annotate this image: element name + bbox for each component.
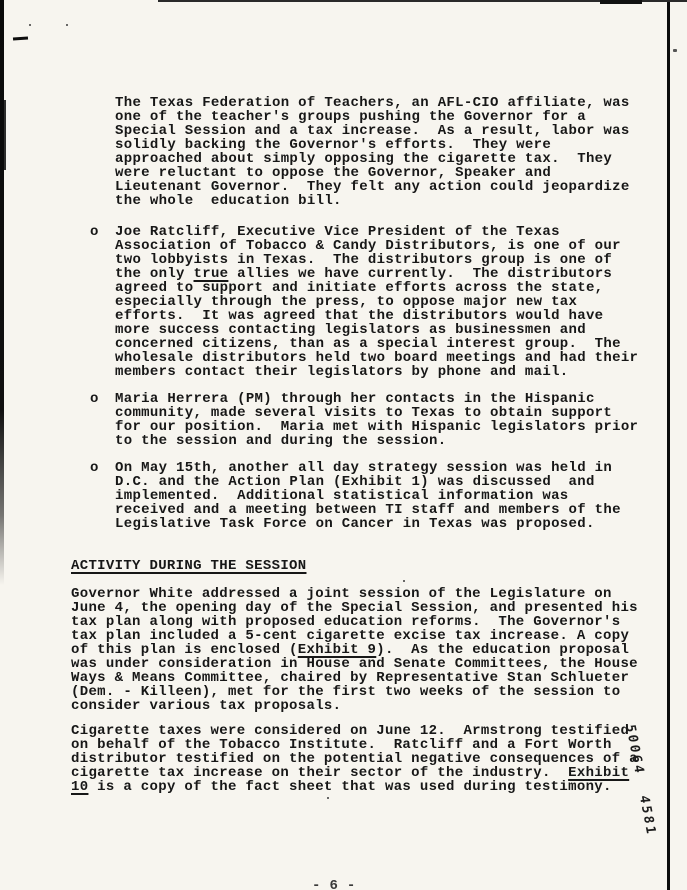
text-line: Governor White addressed a joint session of the Legislature on xyxy=(71,586,612,602)
scan-artifact-left-blob xyxy=(0,100,6,170)
bullet-item-herrera xyxy=(90,391,639,449)
text-line: tax plan included a 5-cent cigarette excise tax increase. A copy xyxy=(71,628,630,644)
text-line: wholesale distributors held two board meetings and had their xyxy=(115,350,639,366)
text-line: The Texas Federation of Teachers, an AFL-CIO affiliate, was xyxy=(115,95,630,111)
scan-speck xyxy=(66,24,68,26)
text-line: members contact their legislators by phone and mail. xyxy=(115,364,569,380)
text-line: more success contacting legislators as businessmen and xyxy=(115,322,586,338)
scan-artifact-dash xyxy=(13,36,28,40)
scan-artifact-right-edge xyxy=(667,0,670,890)
text-line: especially through the press, to oppose major new tax xyxy=(115,294,578,310)
text-line: efforts. It was agreed that the distributors would have xyxy=(115,308,604,324)
scan-speck xyxy=(673,49,677,52)
bullet-text xyxy=(115,461,621,531)
section-heading xyxy=(71,559,306,573)
text-line: tax plan along with proposed education reforms. The Governor's xyxy=(71,614,621,630)
bates-number-stamp: 50064 4581 xyxy=(621,723,659,837)
text-line: were reluctant to oppose the Governor, Speaker and xyxy=(115,165,552,181)
intro-paragraph xyxy=(115,96,630,208)
text-line: On May 15th, another all day strategy session was held in xyxy=(115,460,613,476)
text-line: Legislative Task Force on Cancer in Texas was proposed. xyxy=(115,516,595,532)
text-line: one of the teacher's groups pushing the Governor for a xyxy=(115,109,586,125)
text-line: Maria Herrera (PM) through her contacts in the Hispanic xyxy=(115,391,595,407)
text-line: implemented. Additional statistical information was xyxy=(115,488,569,504)
bullet-marker: o xyxy=(90,391,99,407)
scan-artifact-left-edge xyxy=(0,0,4,585)
text-line: Association of Tobacco & Candy Distributors, is one of our xyxy=(115,238,621,254)
underlined-text: Exhibit xyxy=(568,765,630,781)
scan-speck xyxy=(327,797,329,799)
text-line: received and a meeting between TI staff and members of the xyxy=(115,502,621,518)
text-line: Joe Ratcliff, Executive Vice President of the Texas xyxy=(115,224,560,240)
text-line: June 4, the opening day of the Special Session, and presented his xyxy=(71,600,638,616)
text-line: Cigarette taxes were considered on June 12. Armstrong testified xyxy=(71,723,630,739)
bullet-marker: o xyxy=(90,224,99,240)
bullet-text xyxy=(115,225,638,379)
text-line: Special Session and a tax increase. As a result, labor was xyxy=(115,123,630,139)
scan-artifact-top-edge-dark xyxy=(600,0,642,4)
text-line: the whole education bill. xyxy=(115,193,342,209)
scan-speck xyxy=(29,24,31,26)
paragraph-cigarette-taxes xyxy=(71,724,638,794)
text-line: was under consideration in House and Senate Committees, the House xyxy=(71,656,638,672)
text-line: for our position. Maria met with Hispanic legislators prior xyxy=(115,419,639,435)
text-line: solidly backing the Governor's efforts. They were xyxy=(115,137,552,153)
bullet-item-strategy-session xyxy=(90,460,621,532)
text-line: Lieutenant Governor. They felt any action could jeopardize xyxy=(115,179,630,195)
text-line: 10 is a copy of the fact sheet that was used during testimony. xyxy=(71,779,612,795)
text-line: approached about simply opposing the cigarette tax. They xyxy=(115,151,613,167)
underlined-text: Exhibit 9 xyxy=(297,642,377,658)
text-line: community, made several visits to Texas to obtain support xyxy=(115,405,613,421)
text-line: of this plan is enclosed (Exhibit 9). As the education proposal xyxy=(71,642,630,658)
text-line: on behalf of the Tobacco Institute. Ratcliff and a Fort Worth xyxy=(71,737,612,753)
text-line: to the session and during the session. xyxy=(115,433,447,449)
text-line: the only true allies we have currently. The distributors xyxy=(115,266,613,282)
text-line: consider various tax proposals. xyxy=(71,698,342,714)
text-line: Ways & Means Committee, chaired by Representative Stan Schlueter xyxy=(71,670,630,686)
text-line: agreed to support and initiate efforts across the state, xyxy=(115,280,604,296)
bullet-marker: o xyxy=(90,460,99,476)
underlined-text: 10 xyxy=(71,779,89,795)
page-number: - 6 - xyxy=(312,878,356,890)
text-line: cigarette tax increase on their sector of the industry. Exhibit xyxy=(71,765,630,781)
scan-speck xyxy=(403,580,405,582)
text-line: two lobbyists in Texas. The distributors group is one of xyxy=(115,252,613,268)
bullet-item-ratcliff xyxy=(90,224,639,380)
text-line: distributor testified on the potential negative consequences of a xyxy=(71,751,638,767)
bullet-text xyxy=(115,392,638,448)
text-line: D.C. and the Action Plan (Exhibit 1) was discussed and xyxy=(115,474,595,490)
section-heading-text: ACTIVITY DURING THE SESSION xyxy=(71,558,307,574)
paragraph-session-activity xyxy=(71,587,638,713)
text-line: (Dem. - Killeen), met for the first two weeks of the session to xyxy=(71,684,621,700)
underlined-text: true xyxy=(193,266,229,282)
text-line: concerned citizens, than as a special interest group. The xyxy=(115,336,621,352)
